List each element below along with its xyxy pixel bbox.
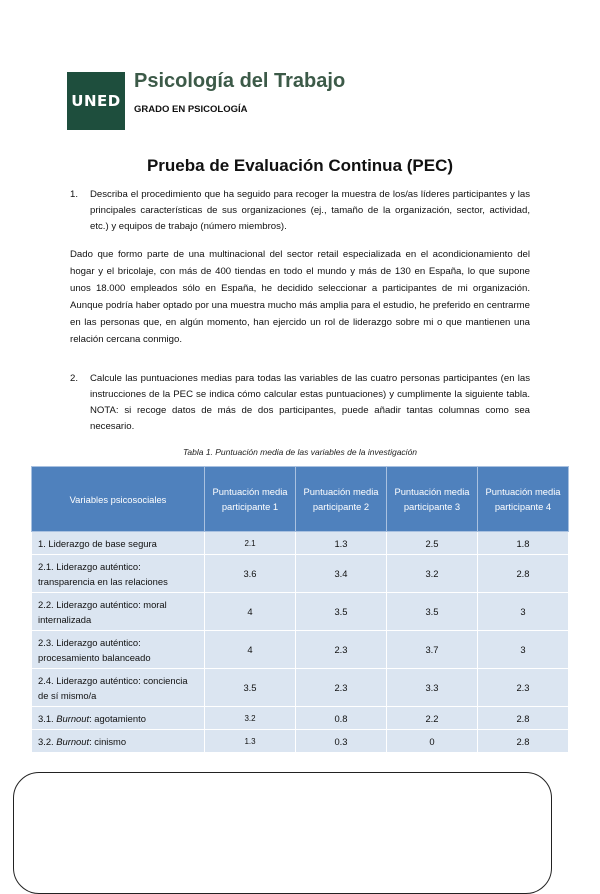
answer-1-text: Dado que formo parte de una multinacional del sector retail especializada en el acondicionamiento del hogar y el bricolaje, con más de 400 tiendas en todo el mundo y más de 130 en España, lo que supone unos 18.000 empleados sólo en España, he decidido seleccionar a participantes de mi organización. Aunque podría haber optado por una muestra mucho más amplia para el estudio, he preferido en centrarme en las personas que, en algún momento, han ejercido un rol de liderazgo sobre mi o que mantienen una relación cercana conmigo. bbox=[70, 249, 530, 345]
question-1 bbox=[70, 187, 530, 235]
question-2-text: Calcule las puntuaciones medias para todas las variables de las cuatro personas participantes (en las instrucciones de la PEC se indica cómo calcular estas puntuaciones) y cumplimente la siguiente tabla. NOTA: si recoge datos de más de dos participantes, puede añadir tantas columnas como sea necesario. bbox=[90, 373, 530, 432]
table-row bbox=[32, 707, 569, 730]
variable-cell bbox=[32, 730, 205, 753]
variable-cell bbox=[32, 593, 205, 631]
score-cell: 2.8 bbox=[478, 555, 569, 593]
variable-label-italic: Burnout bbox=[56, 735, 90, 747]
score-cell: 4 bbox=[205, 631, 296, 669]
variable-label-suffix: : agotamiento bbox=[89, 712, 146, 724]
score-cell: 2.5 bbox=[387, 532, 478, 555]
question-2 bbox=[70, 371, 530, 435]
variable-label-suffix: : cinismo bbox=[89, 735, 127, 747]
variable-label: 1. Liderazgo de base segura bbox=[38, 537, 157, 549]
table-row bbox=[32, 631, 569, 669]
next-section-frame bbox=[13, 772, 552, 894]
question-1-text: Describa el procedimiento que ha seguido para recoger la muestra de los/as líderes participantes y las principales características de sus organizaciones (ej., tamaño de la organización, sector, actividad, etc.) y equipos de trabajo (número miembros). bbox=[90, 189, 530, 232]
score-cell: 1.3 bbox=[296, 532, 387, 555]
score-cell: 0.8 bbox=[296, 707, 387, 730]
variable-cell bbox=[32, 532, 205, 555]
variable-label-italic: Burnout bbox=[56, 712, 90, 724]
table-row bbox=[32, 593, 569, 631]
variable-label: 2.4. Liderazgo auténtico: conciencia de sí mismo/a bbox=[38, 674, 188, 701]
variable-cell bbox=[32, 707, 205, 730]
score-cell: 3.2 bbox=[205, 707, 296, 730]
score-cell: 1.3 bbox=[205, 730, 296, 753]
score-cell: 2.8 bbox=[478, 730, 569, 753]
table-row bbox=[32, 669, 569, 707]
score-cell: 2.3 bbox=[296, 631, 387, 669]
variable-label: 2.1. Liderazgo auténtico: transparencia en las relaciones bbox=[38, 560, 168, 587]
score-cell: 3 bbox=[478, 593, 569, 631]
score-cell: 2.2 bbox=[387, 707, 478, 730]
score-cell: 3.6 bbox=[205, 555, 296, 593]
header-participant-2: Puntuación media participante 2 bbox=[296, 467, 387, 532]
variable-cell bbox=[32, 669, 205, 707]
table-row bbox=[32, 555, 569, 593]
uned-logo bbox=[67, 72, 125, 130]
score-cell: 2.3 bbox=[296, 669, 387, 707]
score-cell: 3.4 bbox=[296, 555, 387, 593]
score-cell: 2.3 bbox=[478, 669, 569, 707]
table-header-row bbox=[32, 467, 569, 532]
score-cell: 1.8 bbox=[478, 532, 569, 555]
table-row bbox=[32, 532, 569, 555]
score-cell: 0.3 bbox=[296, 730, 387, 753]
header-participant-1: Puntuación media participante 1 bbox=[205, 467, 296, 532]
course-subtitle: GRADO EN PSICOLOGÍA bbox=[134, 104, 248, 115]
question-2-number: 2. bbox=[70, 373, 79, 384]
course-title: Psicología del Trabajo bbox=[134, 70, 346, 92]
score-cell: 3 bbox=[478, 631, 569, 669]
variable-label-prefix: 3.1. bbox=[38, 712, 57, 724]
score-cell: 3.7 bbox=[387, 631, 478, 669]
variable-cell bbox=[32, 555, 205, 593]
score-cell: 2.1 bbox=[205, 532, 296, 555]
score-cell: 3.2 bbox=[387, 555, 478, 593]
variable-label-prefix: 3.2. bbox=[38, 735, 57, 747]
header-participant-3: Puntuación media participante 3 bbox=[387, 467, 478, 532]
score-cell: 3.5 bbox=[296, 593, 387, 631]
table-caption: Tabla 1. Puntuación media de las variables de la investigación bbox=[182, 447, 418, 457]
question-1-number: 1. bbox=[70, 189, 79, 200]
table-row bbox=[32, 730, 569, 753]
logo-text: UNED bbox=[71, 92, 121, 110]
variable-cell bbox=[32, 631, 205, 669]
score-cell: 0 bbox=[387, 730, 478, 753]
header-participant-4: Puntuación media participante 4 bbox=[478, 467, 569, 532]
score-cell: 4 bbox=[205, 593, 296, 631]
variable-label: 2.2. Liderazgo auténtico: moral internalizada bbox=[38, 598, 167, 625]
score-cell: 3.5 bbox=[387, 593, 478, 631]
results-table bbox=[31, 466, 569, 753]
variable-label: 2.3. Liderazgo auténtico: procesamiento balanceado bbox=[38, 636, 151, 663]
header-variables: Variables psicosociales bbox=[32, 467, 205, 532]
score-cell: 3.3 bbox=[387, 669, 478, 707]
score-cell: 3.5 bbox=[205, 669, 296, 707]
score-cell: 2.8 bbox=[478, 707, 569, 730]
document-title: Prueba de Evaluación Continua (PEC) bbox=[146, 156, 454, 175]
